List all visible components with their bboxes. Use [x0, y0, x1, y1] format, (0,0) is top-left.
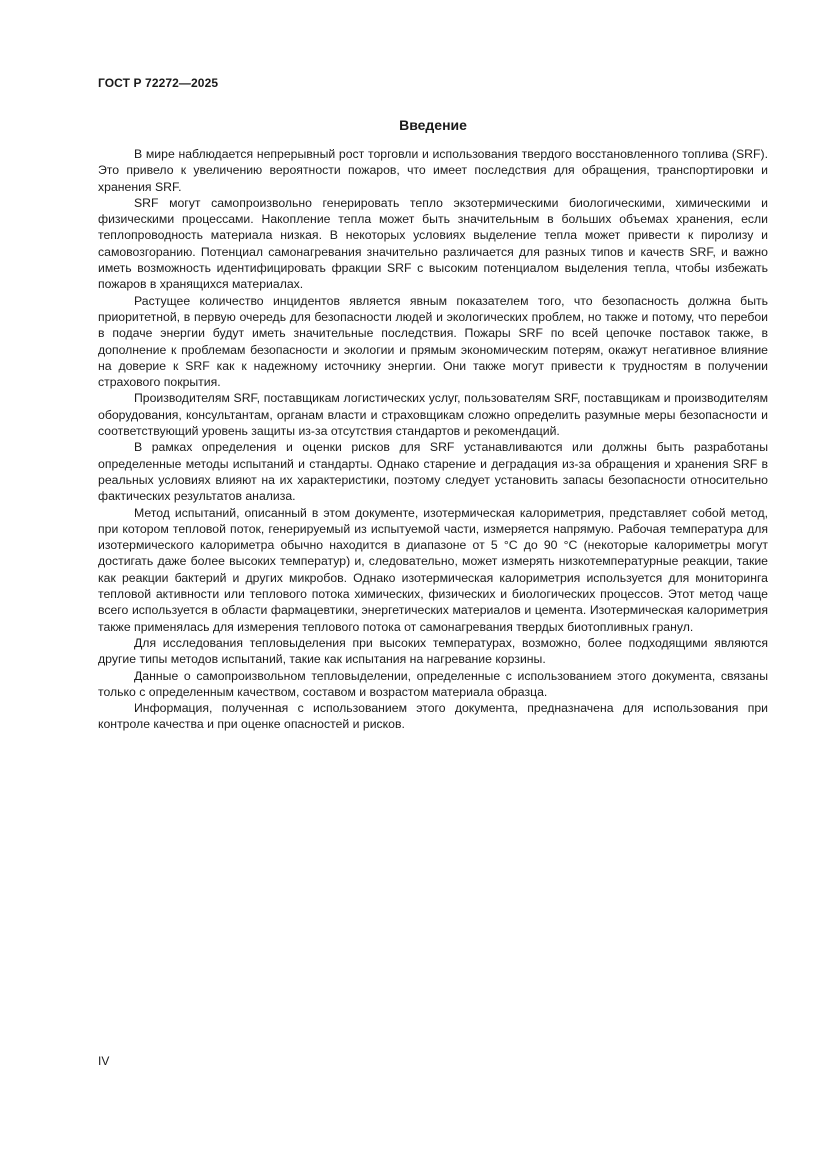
paragraph-4: Производителям SRF, поставщикам логистических услуг, пользователям SRF, поставщикам и производителям оборудования, консультантам, органам власти и страховщикам сложно определить разумные меры безопасности и соответствующий уровень защиты из-за отсутствия стандартов и рекомендаций. — [98, 391, 768, 439]
page-number: IV — [98, 1054, 110, 1068]
paragraph-8: Данные о самопроизвольном тепловыделении, определенные с использованием этого документа, связаны только с определенным качеством, составом и возрастом материала образца. — [98, 668, 768, 699]
paragraph-7: Для исследования тепловыделения при высоких температурах, возможно, более подходящими являются другие типы методов испытаний, такие как испытания на нагревание корзины. — [98, 635, 768, 667]
paragraph-3: Растущее количество инцидентов является явным показателем того, что безопасность должна быть приоритетной, в первую очередь для безопасности людей и экологических проблем, но также и потому, что перебои в подаче энергии будут иметь значительные последствия. Пожары SRF по всей цепочке поставок также, в дополнение к проблемам безопасности и экологии и прямым экономическим потерям, окажут негативное влияние на доверие к SRF как к надежному источнику энергии. Они также могут привести к трудностям в получении страхового покрытия. — [98, 293, 768, 390]
paragraph-2: SRF могут самопроизвольно генерировать тепло экзотермическими биологическими, химическими и физическими процессами. Накопление тепла может быть значительным в больших объемах хранения, если теплопроводность материала низкая. В некоторых условиях выделение тепла может привести к пиролизу и самовозгоранию. Потенциал самонагревания значительно различается для разных типов и качеств SRF, и важно иметь возможность идентифицировать фракции SRF с высоким потенциалом выделения тепла, чтобы избежать пожаров в хранящихся материалах. — [98, 195, 768, 292]
introduction-body — [98, 146, 768, 733]
paragraph-9: Информация, полученная с использованием этого документа, предназначена для использования при контроле качества и при оценке опасностей и рисков. — [98, 701, 768, 732]
document-code: ГОСТ Р 72272—2025 — [98, 76, 219, 90]
paragraph-1: В мире наблюдается непрерывный рост торговли и использования твердого восстановленного топлива (SRF). Это привело к увеличению вероятности пожаров, что имеет последствия для обращения, транспортировки и хранения SRF. — [98, 147, 768, 194]
paragraph-6: Метод испытаний, описанный в этом документе, изотермическая калориметрия, представляет собой метод, при котором тепловой поток, генерируемый из испытуемой части, измеряется напрямую. Рабочая температура для изотермического калориметра обычно находится в диапазоне от 5 °С до 90 °С (некоторые калориметры могут достигать даже более высоких температур) и, следовательно, может измерять низкотемпературные реакции, такие как реакции бактерий и других микробов. Однако изотермическая калориметрия используется для мониторинга тепловой активности или теплового потока химических, физических и биологических процессов. Этот метод чаще всего используется в области фармацевтики, энергетических материалов и цемента. Изотермическая калориметрия также применялась для измерения теплового потока от самонагревания твердых биотопливных гранул. — [98, 505, 768, 634]
paragraph-5: В рамках определения и оценки рисков для SRF устанавливаются или должны быть разработаны определенные методы испытаний и стандарты. Однако старение и деградация из-за обращения и хранения SRF в реальных условиях влияют на их характеристики, поэтому следует установить запасы безопасности относительно фактических результатов анализа. — [98, 440, 768, 504]
section-title: Введение — [399, 117, 467, 133]
